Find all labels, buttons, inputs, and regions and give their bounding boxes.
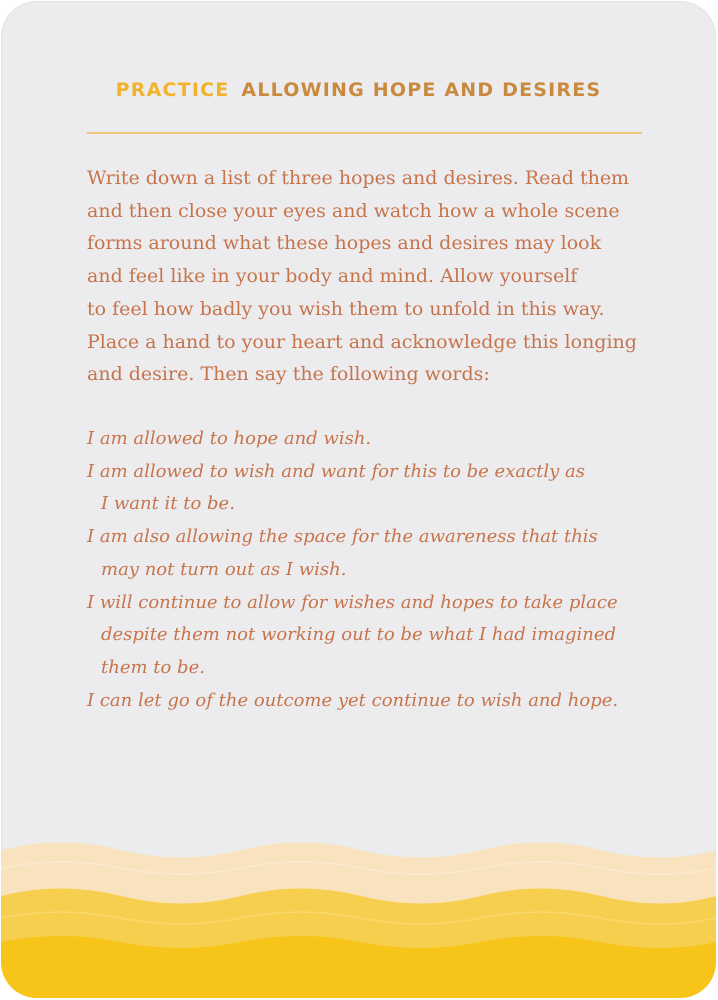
card-title	[1, 79, 716, 101]
affirmation-line: I am also allowing the space for the awareness that this	[87, 526, 598, 548]
wave-decoration	[1, 838, 716, 998]
instructions-paragraph	[87, 162, 687, 391]
instruction-line: Place a hand to your heart and acknowledge this longing	[87, 330, 637, 353]
affirmation-line: I want it to be.	[101, 493, 235, 515]
practice-kicker: PRACTICE	[115, 79, 230, 101]
wave-band-bright	[1, 936, 716, 998]
instruction-line: to feel how badly you wish them to unfold in this way.	[87, 297, 605, 320]
affirmation-item	[87, 423, 707, 456]
instruction-line: and feel like in your body and mind. Allow yourself	[87, 265, 578, 288]
affirmation-line: I am allowed to hope and wish.	[87, 428, 372, 449]
affirmation-item	[87, 521, 707, 586]
affirmation-line: may not turn out as I wish.	[101, 558, 347, 580]
practice-heading: ALLOWING HOPE AND DESIRES	[241, 79, 602, 101]
title-divider	[87, 132, 642, 134]
affirmation-line: despite them not working out to be what I had imagined	[101, 624, 617, 646]
instruction-line: forms around what these hopes and desires may look	[87, 232, 602, 255]
affirmation-item	[87, 685, 707, 718]
instruction-line: Write down a list of three hopes and desires. Read them	[87, 167, 630, 189]
instruction-line: and desire. Then say the following words:	[87, 363, 490, 386]
affirmation-item	[87, 587, 707, 685]
affirmations-list	[87, 423, 707, 717]
instruction-line: and then close your eyes and watch how a whole scene	[87, 199, 620, 222]
affirmation-line: I am allowed to wish and want for this to be exactly as	[87, 460, 586, 482]
practice-card	[1, 1, 716, 998]
affirmation-line: I can let go of the outcome yet continue to wish and hope.	[87, 689, 619, 711]
affirmation-line: them to be.	[101, 656, 205, 678]
affirmation-item	[87, 456, 707, 521]
affirmation-line: I will continue to allow for wishes and hopes to take place	[87, 591, 618, 613]
